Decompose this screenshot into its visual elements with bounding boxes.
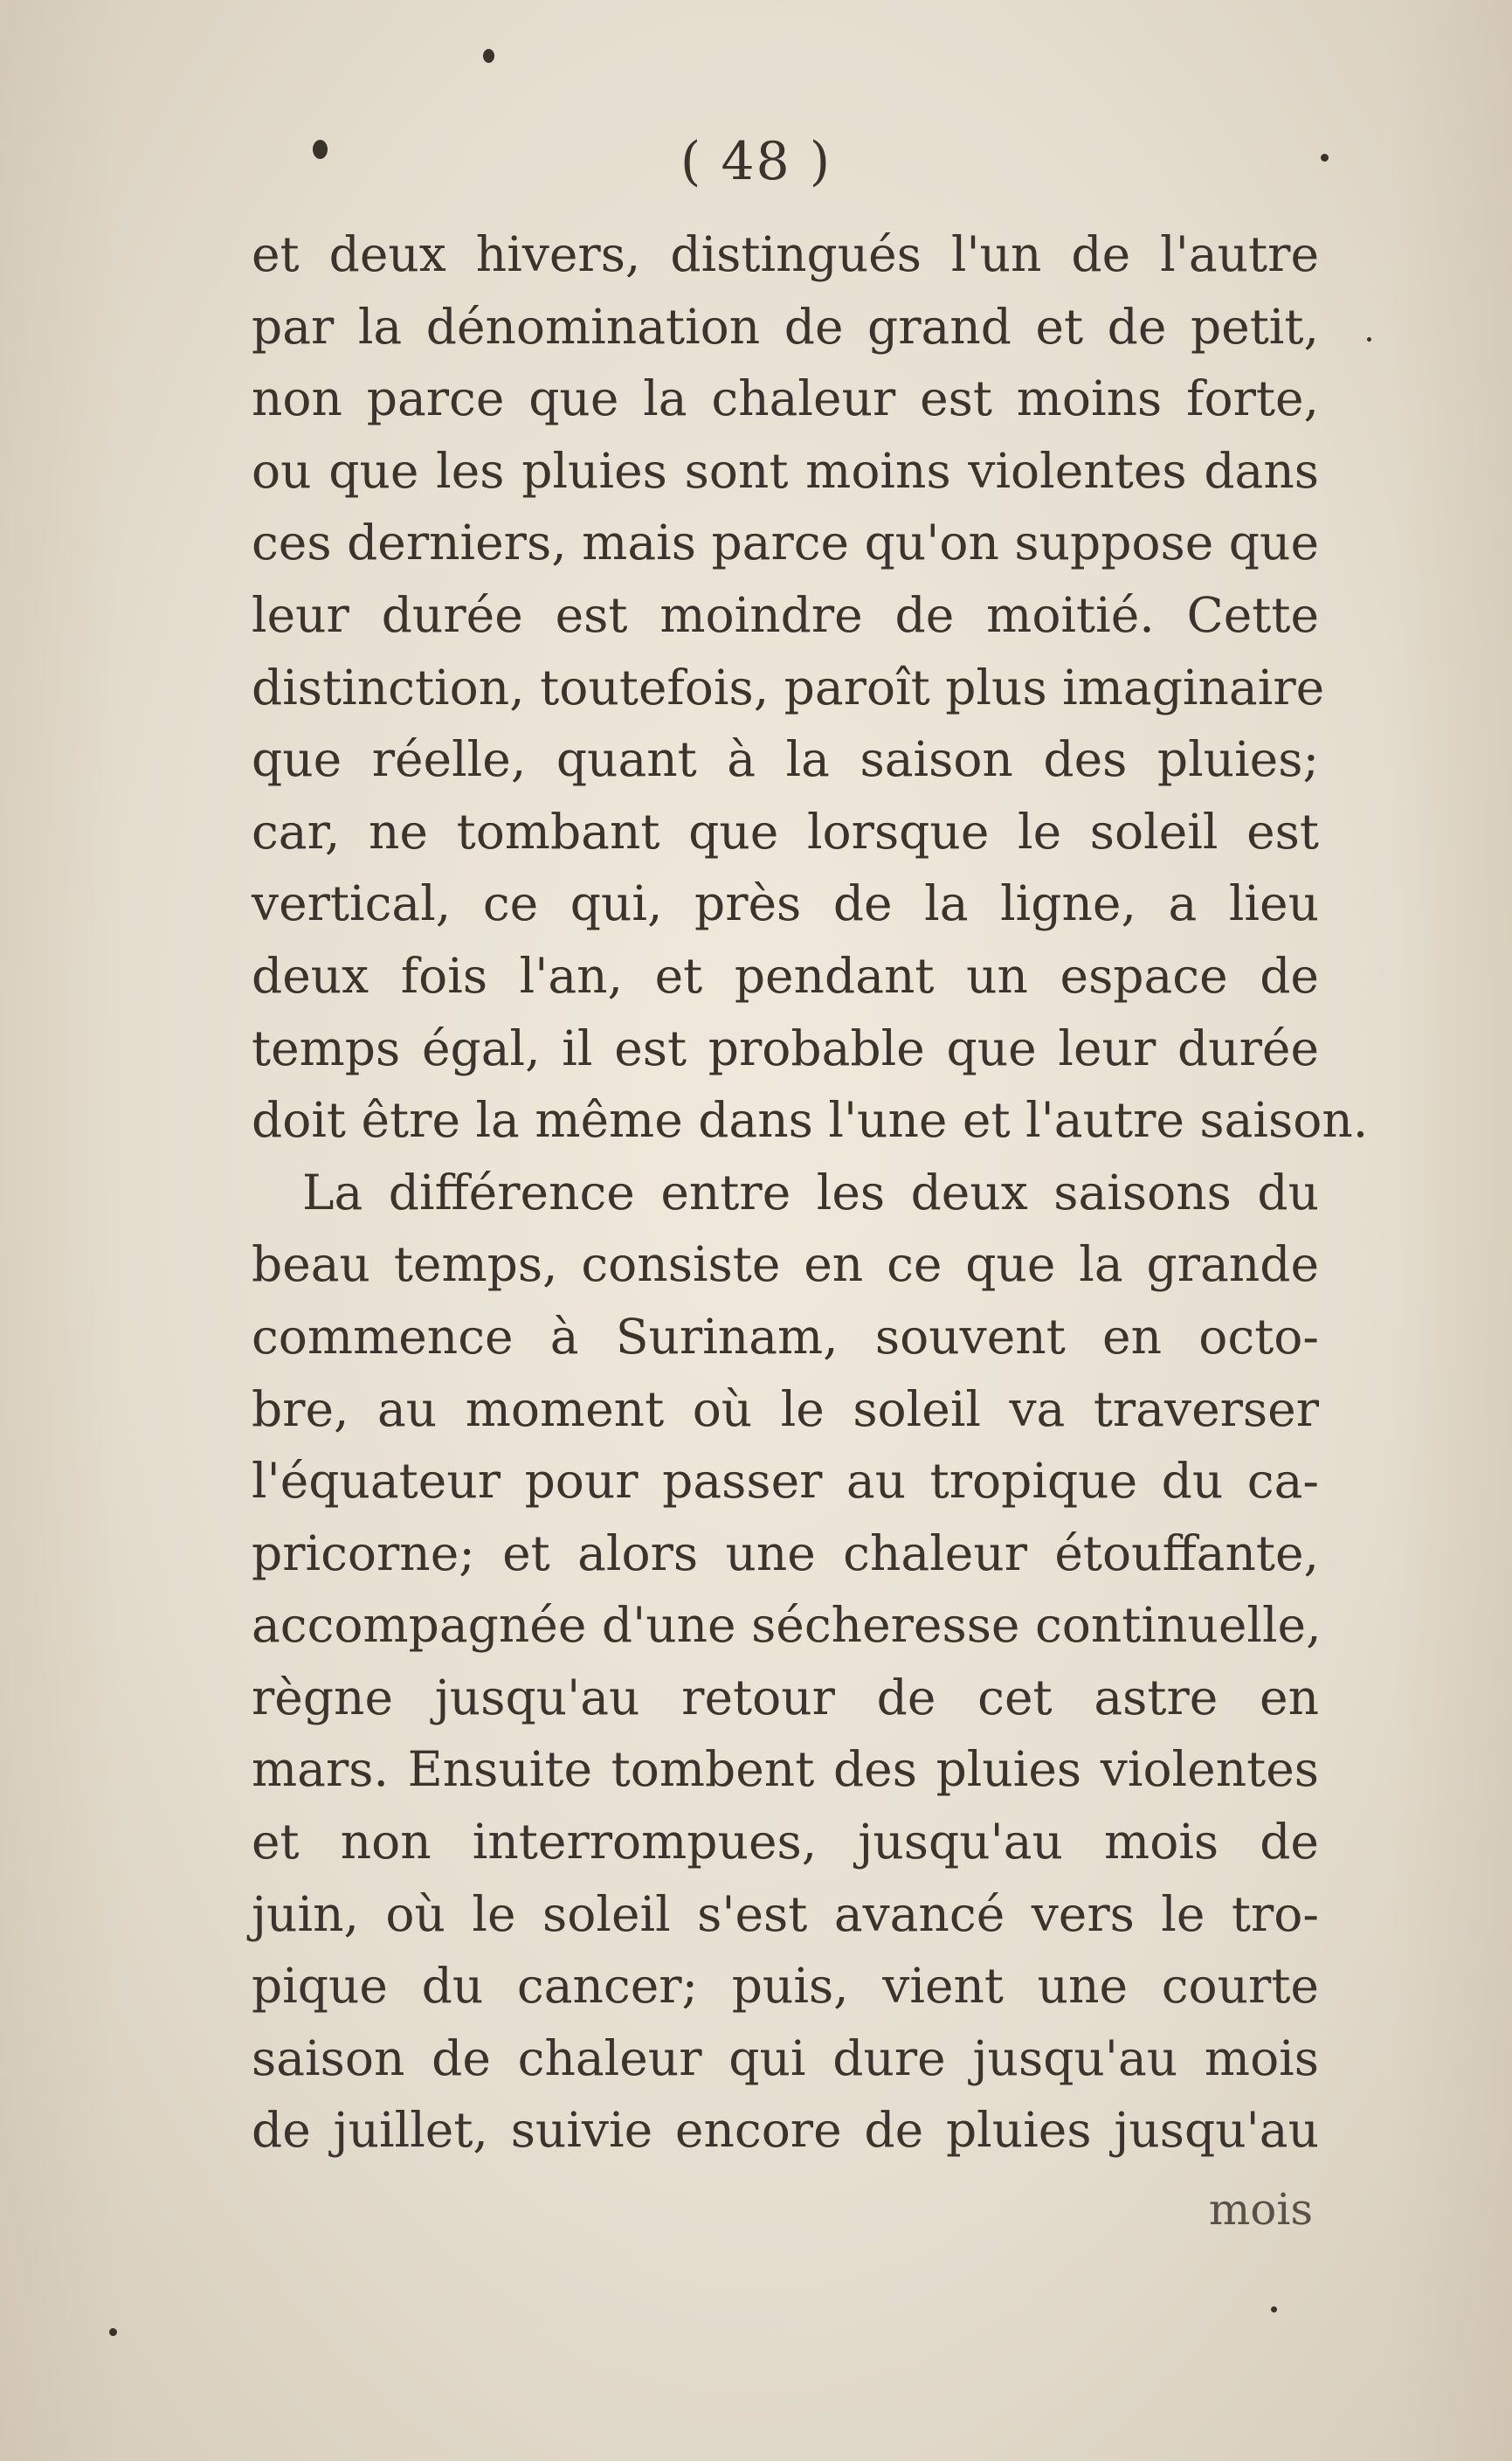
text-line: et non interrompues, jusqu'au mois de	[252, 1814, 1319, 1870]
text-line: règne jusqu'au retour de cet astre en	[252, 1669, 1319, 1725]
body-text	[252, 218, 1369, 2167]
text-line: pique du cancer; puis, vient une courte	[252, 1958, 1319, 2015]
text-line: deux fois l'an, et pendant un espace de	[252, 947, 1319, 1004]
text-line: ces derniers, mais parce qu'on suppose que	[252, 515, 1319, 571]
text-line: vertical, ce qui, près de la ligne, a lieu	[252, 875, 1319, 932]
text-line: l'équateur pour passer au tropique du ca-	[252, 1453, 1319, 1510]
text-line: beau temps, consiste en ce que la grande	[252, 1236, 1319, 1293]
text-line: bre, au moment où le soleil va traverser	[252, 1380, 1319, 1437]
text-line: pricorne; et alors une chaleur étouffante,	[252, 1524, 1319, 1581]
text-line: ou que les pluies sont moins violentes dans	[252, 442, 1319, 499]
page-number-header: ( 48 )	[680, 131, 832, 192]
text-line: juin, où le soleil s'est avancé vers le tro-	[252, 1885, 1319, 1942]
ink-speck	[1271, 2306, 1277, 2312]
ink-speck	[483, 49, 494, 63]
text-line: car, ne tombant que lorsque le soleil est	[252, 803, 1319, 860]
text-line: distinction, toutefois, paroît plus imaginaire	[252, 659, 1325, 715]
text-line: non parce que la chaleur est moins forte,	[252, 370, 1319, 427]
text-line: doit être la même dans l'une et l'autre saison.	[252, 1092, 1369, 1149]
text-line: commence à Surinam, souvent en octo-	[252, 1308, 1319, 1365]
text-line: temps égal, il est probable que leur durée	[252, 1020, 1319, 1076]
text-line: par la dénomination de grand et de petit,	[252, 298, 1319, 355]
ink-speck	[109, 2328, 117, 2336]
catchword: mois	[1208, 2184, 1313, 2235]
text-line: mars. Ensuite tombent des pluies violentes	[252, 1741, 1319, 1798]
text-line: que réelle, quant à la saison des pluies;	[252, 731, 1319, 788]
text-line: et deux hivers, distingués l'un de l'autre	[252, 226, 1319, 282]
ink-speck	[1367, 337, 1371, 342]
text-line: de juillet, suivie encore de pluies jusqu'au	[252, 2102, 1319, 2159]
text-line: accompagnée d'une sécheresse continuelle,	[252, 1597, 1322, 1654]
text-line: saison de chaleur qui dure jusqu'au mois	[252, 2029, 1319, 2086]
text-line: La différence entre les deux saisons du	[302, 1164, 1319, 1220]
text-line: leur durée est moindre de moitié. Cette	[252, 586, 1319, 643]
